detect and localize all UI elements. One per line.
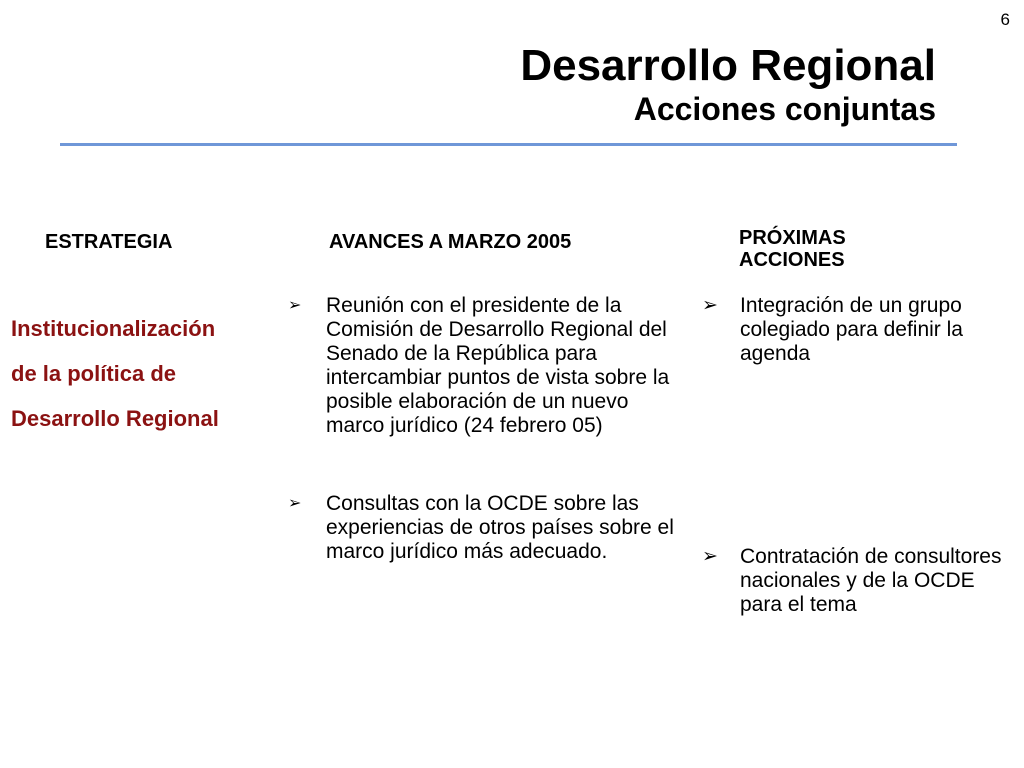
title-block xyxy=(520,40,936,126)
progress-list xyxy=(288,294,678,564)
strategy-heading: ESTRATEGIA xyxy=(45,231,173,253)
title-divider xyxy=(60,143,957,146)
arrowhead-bullet-icon: ➢ xyxy=(288,495,302,512)
strategy-line: Institucionalización xyxy=(11,316,216,341)
list-item xyxy=(702,294,1002,366)
list-item-text: Contratación de consultores nacionales y de la OCDE para el tema xyxy=(740,545,1002,616)
arrowhead-bullet-icon: ➢ xyxy=(702,295,718,316)
list-item xyxy=(288,492,678,564)
page-title: Desarrollo Regional xyxy=(520,41,936,90)
next-actions-list xyxy=(702,294,1002,617)
list-item-text: Consultas con la OCDE sobre las experiencias de otros países sobre el marco jurídico más adecuado. xyxy=(326,492,674,563)
progress-heading: AVANCES A MARZO 2005 xyxy=(329,231,572,253)
page-number: 6 xyxy=(1000,10,1010,29)
list-item-text: Reunión con el presidente de la Comisión de Desarrollo Regional del Senado de la República para intercambiar puntos de vista sobre la posible elaboración de un nuevo marco jurídico (24 febrero 05) xyxy=(326,294,670,437)
strategy-line: de la política de xyxy=(11,361,177,386)
list-item xyxy=(288,294,678,438)
list-item-text: Integración de un grupo colegiado para definir la agenda xyxy=(740,294,963,365)
arrowhead-bullet-icon: ➢ xyxy=(702,546,718,567)
page-subtitle: Acciones conjuntas xyxy=(633,91,936,127)
arrowhead-bullet-icon: ➢ xyxy=(288,297,302,314)
next-actions-heading: PRÓXIMAS ACCIONES xyxy=(739,227,846,271)
strategy-line: Desarrollo Regional xyxy=(11,406,219,431)
strategy-text xyxy=(11,306,296,441)
list-item xyxy=(702,545,1002,617)
